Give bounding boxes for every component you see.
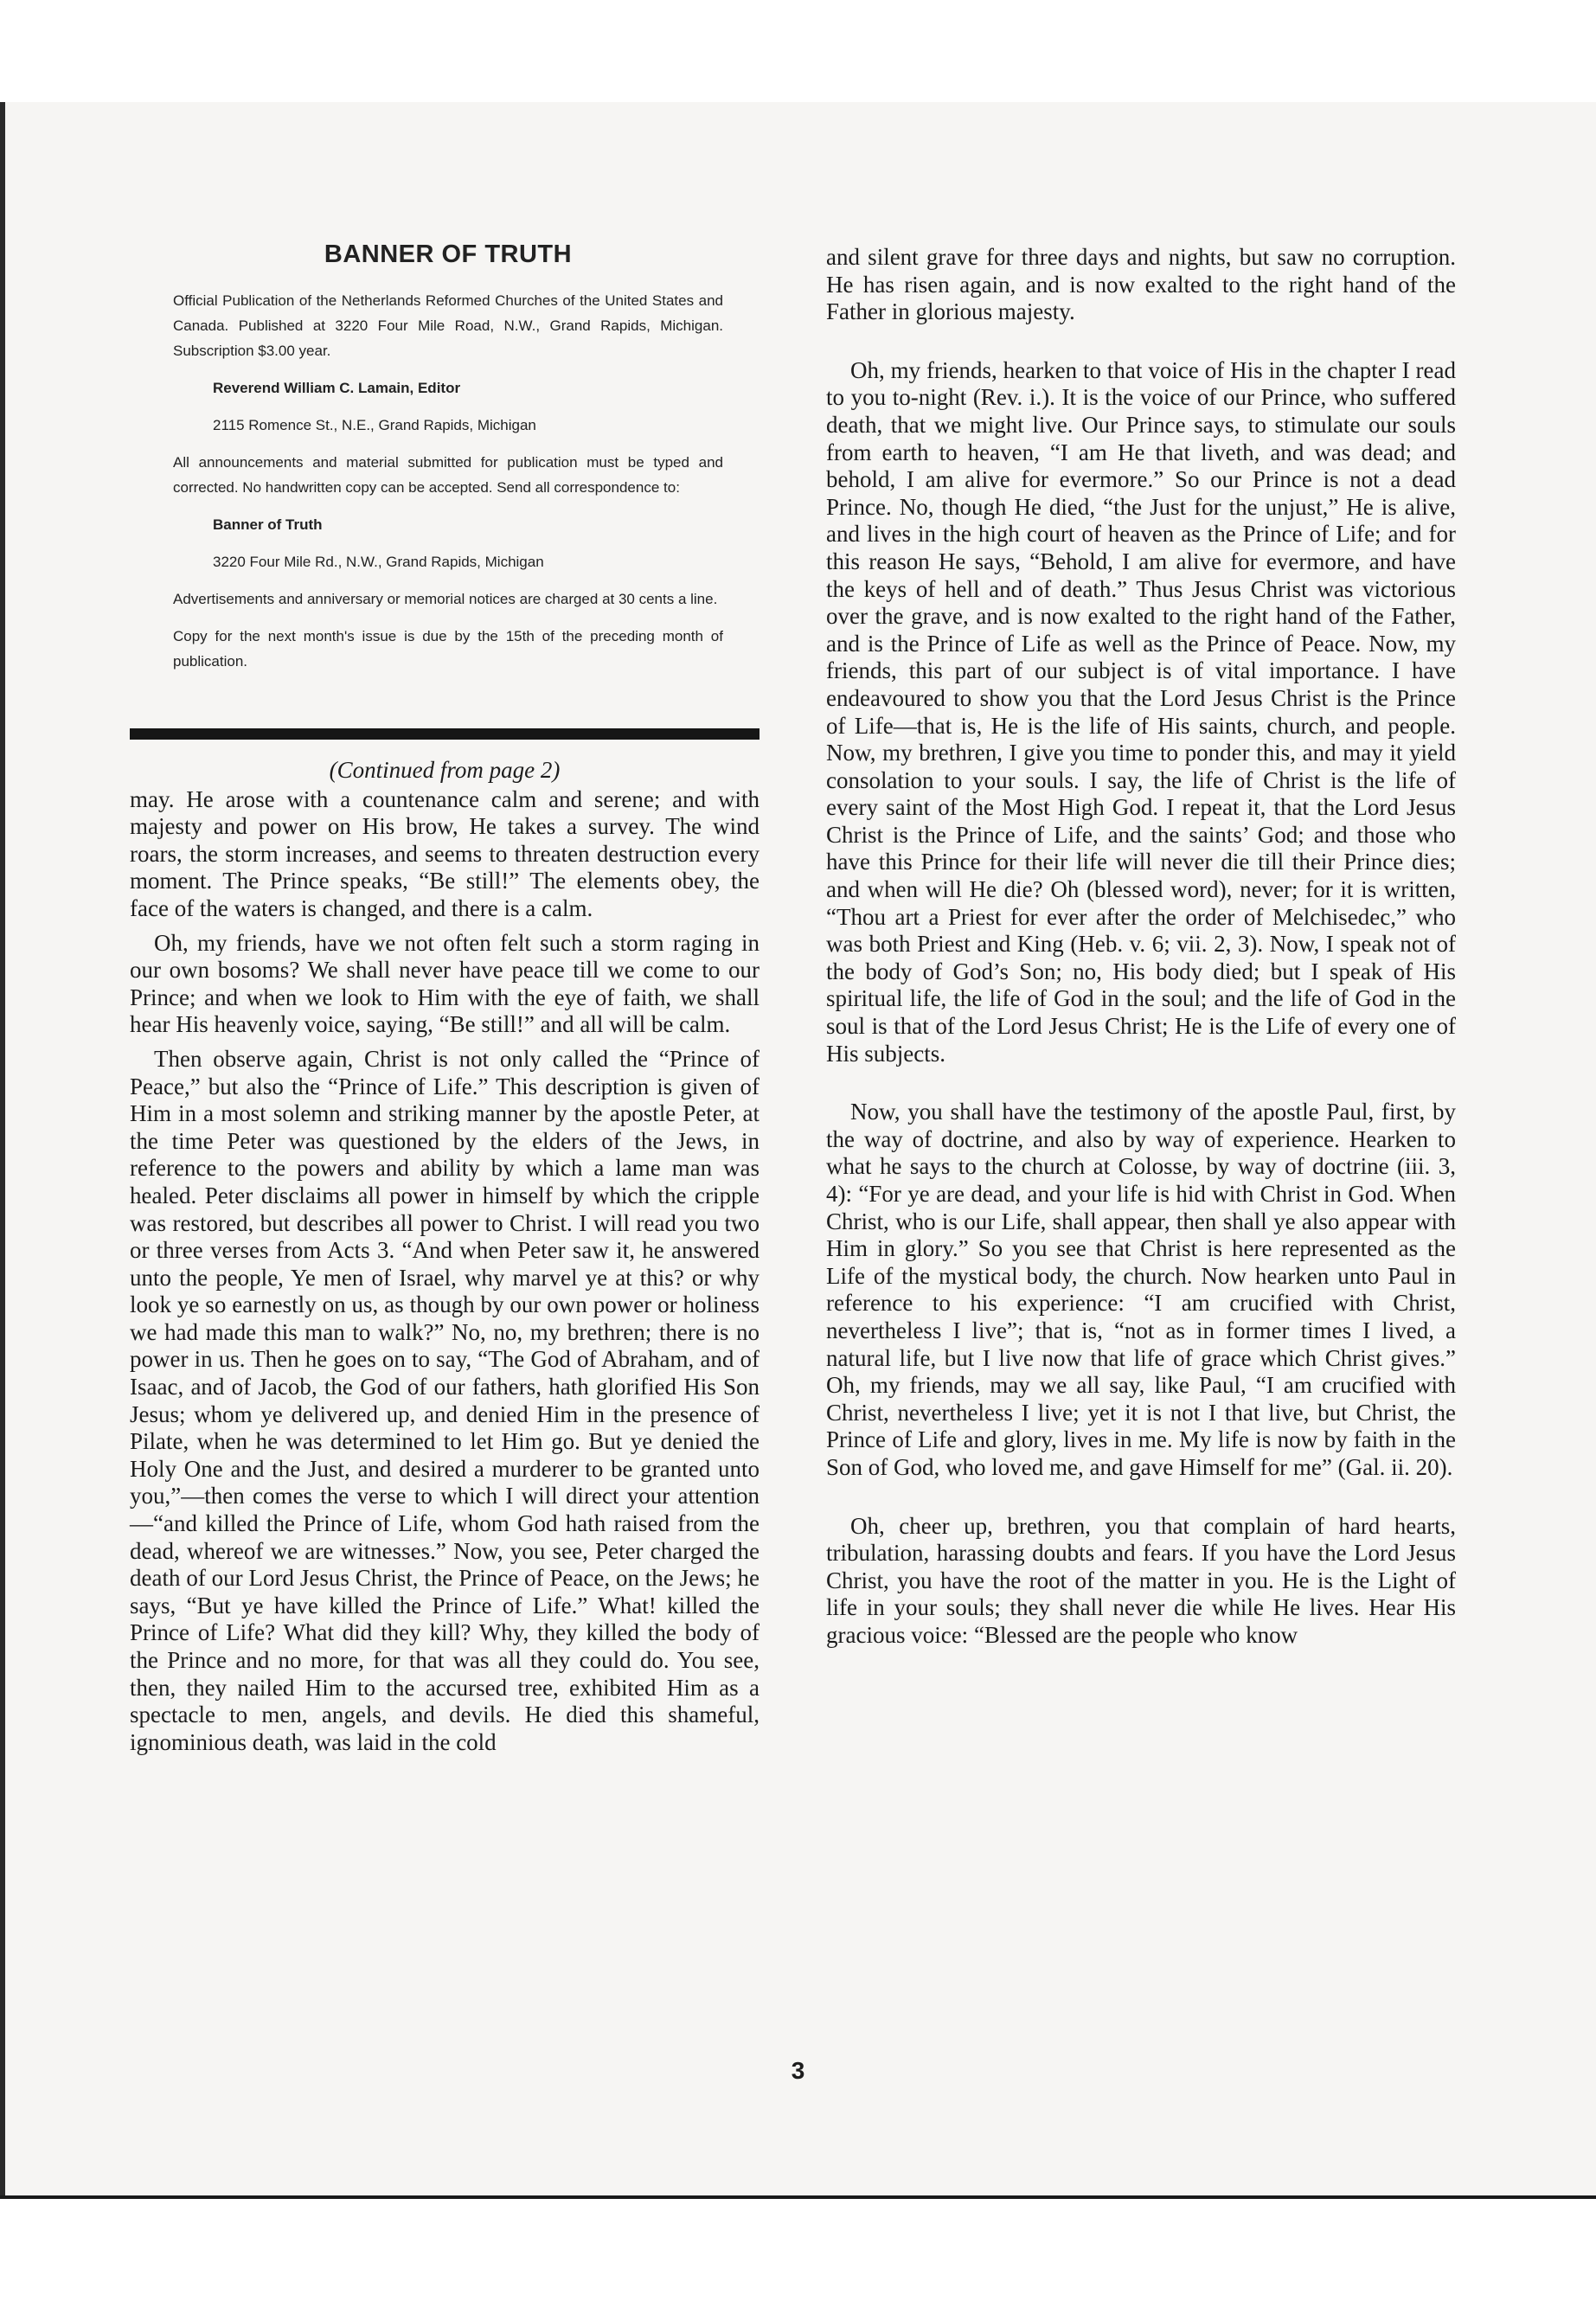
scan-left-edge — [0, 102, 5, 2195]
masthead-deadline: Copy for the next month's issue is due by the 15th of the preceding month of publication. — [173, 628, 723, 670]
right-paragraph: Oh, my friends, hearken to that voice of His in the chapter I read to you to-night (Rev. i.). It is the voice of our Prince, who suffered death, that we might live. Our Prince says, to stimulate our souls from earth to heaven, “I am He that liveth, and was dead; and behold, I am alive for evermore.” So our Prince is not a dead Prince. No, though He died, “the Just for the unjust,” He is alive, and lives in the high court of heaven as the Prince of Life; and for this reason He says, “Behold, I am alive for evermore, and have the keys of hell and of death.” Thus Jesus Christ was victorious over the grave, and is now exalted to the right hand of the Father, and is the Prince of Life as well as the Prince of Peace. Now, my friends, this part of our subject is of vital importance. I have endeavoured to show you that the Lord Jesus Christ is the Prince of Life—that is, He is the life of His saints, church, and people. Now, my brethren, I give you time to ponder this, and may it yield consolation to your souls. I say, the life of Christ is the life of every saint of the Most High God. I repeat it, that the Lord Jesus Christ is the Prince of Life, and the saints’ God; and those who have this Prince for their life will never die till their Prince dies; and when will He die? Oh (blessed word), never; for it is written, “Thou art a Priest for ever after the order of Melchisedec,” who was both Priest and King (Heb. v. 6; vii. 2, 3). Now, I speak not of the body of God’s Son; no, His body died; but I speak of His spiritual life, the life of God in the soul; and the life of God in the soul is that of the Lord Jesus Christ; He is the Life of every one of His subjects. — [826, 356, 1456, 1067]
page-number: 3 — [791, 2057, 805, 2084]
right-column — [826, 244, 1456, 1650]
masthead-submissions: All announcements and material submitted for publication must be typed and corrected. No handwritten copy can be accepted. Send all correspondence to: — [173, 454, 723, 496]
right-paragraph: Oh, cheer up, brethren, you that complain of hard hearts, tribulation, harassing doubts and fears. If you have the Lord Jesus Christ, you have the root of the matter in you. He is the Light of life in your souls; they shall never die while He lives. Hear His gracious voice: “Blessed are the people who know — [826, 1512, 1456, 1648]
left-paragraph: may. He arose with a countenance calm and serene; and with majesty and power on His brow, He takes a survey. The wind roars, the storm increases, and seems to threaten destruction every moment. The Prince speaks, “Be still!” The elements obey, the face of the waters is changed, and there is a calm. — [130, 785, 760, 921]
masthead — [173, 240, 723, 686]
masthead-editor: Reverend William C. Lamain, Editor — [213, 380, 461, 396]
scan-top-margin — [0, 0, 1596, 102]
masthead-advertisements: Advertisements and anniversary or memorial notices are charged at 30 cents a line. — [173, 591, 718, 607]
right-paragraph: and silent grave for three days and nights, but saw no corruption. He has risen again, and is now exalted to the right hand of the Father in glorious majesty. — [826, 244, 1456, 325]
right-paragraph: Now, you shall have the testimony of the apostle Paul, first, by the way of doctrine, and also by way of experience. Hearken to what he says to the church at Colosse, by way of doctrine (iii. 3, 4): “For ye are dead, and your life is hid with Christ in God. When Christ, who is our Life, shall appear, then shall ye also appear with Him in glory.” So you see that Christ is here represented as the Life of the mystical body, the church. Now hearken unto Paul in reference to his experience: “I am crucified with Christ, nevertheless I live”; that is, “not as in former times I lived, a natural life, but I live now that life of grace which Christ gives.” Oh, my friends, may we all say, like Paul, “I am crucified with Christ, nevertheless I live; yet it is not I that live, but Christ, the Prince of Life and glory, lives in me. My life is now by faith in the Son of God, who loved me, and gave Himself for me” (Gal. ii. 20). — [826, 1099, 1456, 1480]
scan-bottom-margin — [0, 2199, 1596, 2301]
masthead-correspondence-name: Banner of Truth — [213, 516, 323, 533]
masthead-official-info: Official Publication of the Netherlands Reformed Churches of the United States and Canada. Published at 3220 Four Mile Road, N.W., Grand Rapids, Michigan. Subscription $3.00 year. — [173, 292, 723, 359]
continued-from-note: (Continued from page 2) — [329, 757, 561, 783]
left-paragraph: Then observe again, Christ is not only called the “Prince of Peace,” but also the “Prince of Life.” This description is given of Him in a most solemn and striking manner by the apostle Peter, at the time Peter was questioned by the elders of the Jews, in reference to the powers and ability by which a lame man was healed. Peter disclaims all power in himself by which the cripple was restored, but describes all power to Christ. I will read you two or three verses from Acts 3. “And when Peter saw it, he answered unto the people, Ye men of Israel, why marvel ye at this? or why look ye so earnestly on us, as though by our own power or holiness we had made this man to walk?” No, no, my brethren; there is no power in us. Then he goes on to say, “The God of Abraham, and of Isaac, and of Jacob, the God of our fathers, hath glorified His Son Jesus; whom ye delivered up, and denied Him in the presence of Pilate, when he was determined to let Him go. But ye denied the Holy One and the Just, and desired a murderer to be granted unto you,”—then comes the verse to which I will direct your attention—“and killed the Prince of Life, whom God hath raised from the dead, whereof we are witnesses.” Now, you see, Peter charged the death of our Lord Jesus Christ, the Prince of Peace, on the Jews; he says, “But ye have killed the Prince of Life.” What! killed the Prince of Life? What did they kill? Why, they killed the body of the Prince and no more, for that was all they could do. You see, then, they nailed Him to the accursed tree, exhibited Him as a spectacle to men, angels, and devils. He died this shameful, ignominious death, was laid in the cold — [130, 1045, 760, 1755]
left-column — [130, 757, 760, 1756]
masthead-editor-address: 2115 Romence St., N.E., Grand Rapids, Michigan — [213, 417, 536, 433]
masthead-title: BANNER OF TRUTH — [324, 240, 573, 268]
masthead-correspondence-address: 3220 Four Mile Rd., N.W., Grand Rapids, Michigan — [213, 554, 544, 570]
left-paragraph: Oh, my friends, have we not often felt such a storm raging in our own bosoms? We shall never have peace till we come to our Prince; and when we look to Him with the eye of faith, we shall hear His heavenly voice, saying, “Be still!” and all will be calm. — [130, 929, 760, 1038]
masthead-divider-rule — [130, 728, 760, 740]
